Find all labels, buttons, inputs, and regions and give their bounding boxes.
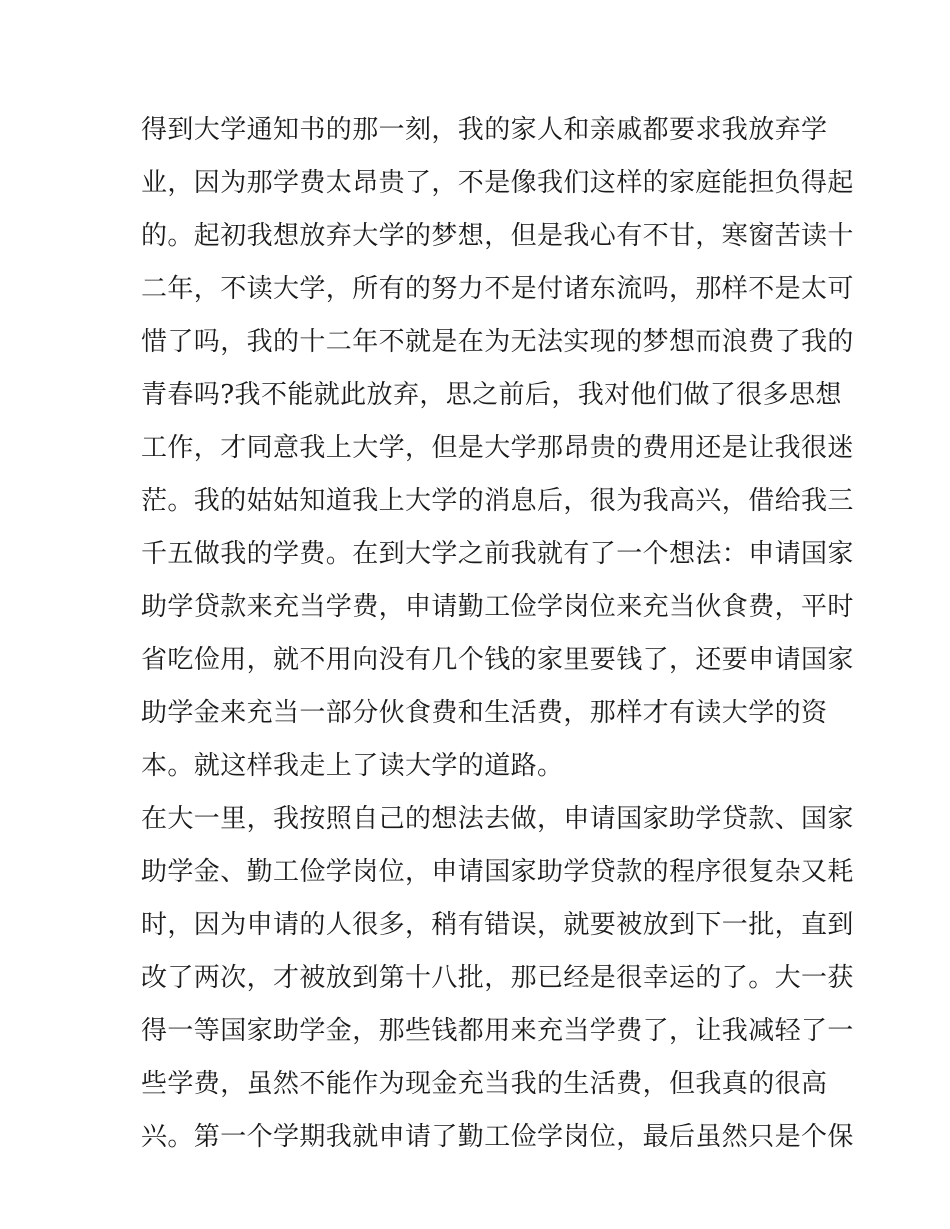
text-line: 助学金、勤工俭学岗位，申请国家助学贷款的程序很复杂又耗	[141, 857, 854, 887]
text-line: 些学费，虽然不能作为现金充当我的生活费，但我真的很高	[141, 1069, 828, 1099]
text-line: 青春吗?我不能就此放弃，思之前后，我对他们做了很多思想	[141, 380, 842, 410]
text-line: 二年，不读大学，所有的努力不是付诸东流吗，那样不是太可	[141, 274, 854, 304]
text-line: 兴。第一个学期我就申请了勤工俭学岗位，最后虽然只是个保	[141, 1122, 854, 1152]
text-line: 业，因为那学费太昂贵了，不是像我们这样的家庭能担负得起	[141, 168, 854, 198]
body-text	[141, 104, 854, 1164]
text-line: 得一等国家助学金，那些钱都用来充当学费了，让我减轻了一	[141, 1016, 854, 1046]
text-line: 茫。我的姑姑知道我上大学的消息后，很为我高兴，借给我三	[141, 486, 854, 516]
text-line: 助学金来充当一部分伙食费和生活费，那样才有读大学的资	[141, 698, 828, 728]
text-line: 工作，才同意我上大学，但是大学那昂贵的费用还是让我很迷	[141, 433, 854, 463]
text-line: 惜了吗，我的十二年不就是在为无法实现的梦想而浪费了我的	[141, 327, 854, 357]
text-line: 得到大学通知书的那一刻，我的家人和亲戚都要求我放弃学	[141, 115, 828, 145]
text-line: 助学贷款来充当学费，申请勤工俭学岗位来充当伙食费，平时	[141, 592, 854, 622]
text-line: 改了两次，才被放到第十八批，那已经是很幸运的了。大一获	[141, 963, 854, 993]
text-line: 本。就这样我走上了读大学的道路。	[141, 751, 564, 781]
text-line: 在大一里，我按照自己的想法去做，申请国家助学贷款、国家	[141, 804, 854, 834]
text-line: 千五做我的学费。在到大学之前我就有了一个想法：申请国家	[141, 539, 854, 569]
text-line: 时，因为申请的人很多，稍有错误，就要被放到下一批，直到	[141, 910, 854, 940]
text-line: 省吃俭用，就不用向没有几个钱的家里要钱了，还要申请国家	[141, 645, 854, 675]
text-line: 的。起初我想放弃大学的梦想，但是我心有不甘，寒窗苦读十	[141, 221, 854, 251]
